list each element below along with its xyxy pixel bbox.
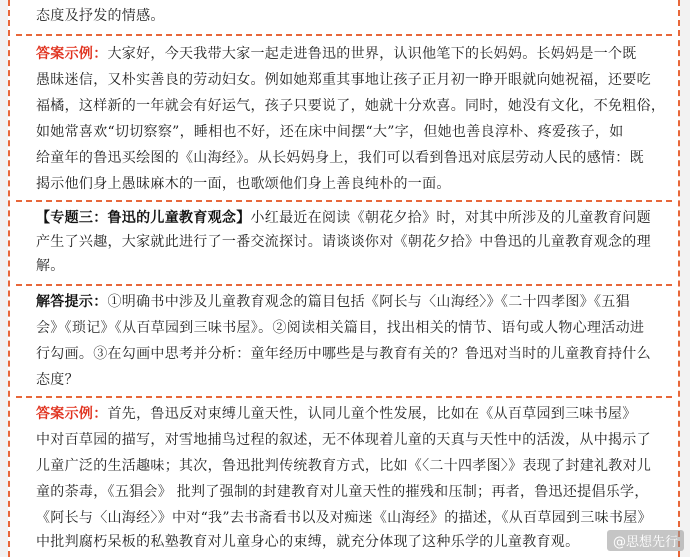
hint-line-4: 态度？ — [36, 372, 79, 388]
hint-line-2: 会》《琐记》《从百草园到三味书屋》。②阅读相关篇目，找出相关的情节、语句或人物心理活动进 — [36, 320, 645, 336]
watermark: @思想先行 — [607, 530, 684, 551]
section-divider — [16, 34, 672, 36]
example1-line-4: 如她常喜欢“切切察察”，睡相也不好，还在床中间摆“大”字，但她也善良淳朴、疼爱孩子，如 — [36, 124, 624, 140]
example2-line-1: 答案示例：首先，鲁迅反对束缚儿童天性，认同儿童个性发展，比如在《从百草园到三味书屋》 — [36, 406, 637, 422]
example2-line-2: 中对百草园的描写，对雪地捕鸟过程的叙述，无不体现着儿童的天真与天性中的活泼，从中揭示了 — [36, 432, 651, 448]
hint-line-1: 解答提示：①明确书中涉及儿童教育观念的篇目包括《阿长与〈山海经〉》《二十四孝图》《五猖 — [36, 294, 630, 310]
topic-line-3: 解。 — [36, 258, 65, 274]
section-divider — [16, 200, 672, 202]
answer-label: 答案示例： — [36, 406, 108, 422]
example1-line-3: 福橘，这样新的一年就会有好运气，孩子只要说了，她就十分欢喜。同时，她没有文化，不免粗俗， — [36, 98, 666, 114]
example1-line-5: 给童年的鲁迅买绘图的《山海经》。从长妈妈身上，我们可以看到鲁迅对底层劳动人民的感情：既 — [36, 150, 644, 166]
topic-line-2: 产生了兴趣，大家就此进行了一番交流探讨。请谈谈你对《朝花夕拾》中鲁迅的儿童教育观念的理 — [36, 234, 651, 250]
section-divider — [16, 284, 672, 286]
example2-line-6: 中批判腐朽呆板的私塾教育对儿童身心的束缚，就充分体现了这种乐学的儿童教育观。 — [36, 534, 580, 550]
topic-line-1: 【专题三：鲁迅的儿童教育观念】小红最近在阅读《朝花夕拾》时，对其中所涉及的儿童教育问题 — [36, 210, 651, 226]
section-divider — [16, 396, 672, 398]
example1-line-1: 答案示例：大家好，今天我带大家一起走进鲁迅的世界，认识他笔下的长妈妈。长妈妈是一个既 — [36, 46, 637, 62]
answer-label: 答案示例： — [36, 46, 108, 62]
hint-line-3: 行勾画。③在勾画中思考并分析：童年经历中哪些是与教育有关的？鲁迅对当时的儿童教育持什么 — [36, 346, 651, 362]
top-line: 态度及抒发的情感。 — [36, 8, 165, 24]
hint-label: 解答提示： — [36, 294, 108, 310]
topic-label: 【专题三：鲁迅的儿童教育观念】 — [36, 210, 251, 226]
example1-line-2: 愚昧迷信，又朴实善良的劳动妇女。例如她郑重其事地让孩子正月初一睁开眼就向她祝福，还要吃 — [36, 72, 651, 88]
example2-line-3: 儿童广泛的生活趣味；其次，鲁迅批判传统教育方式，比如《〈二十四孝图〉》表现了封建礼教对儿 — [36, 458, 652, 474]
example1-line-6: 揭示他们身上愚昧麻木的一面，也歌颂他们身上善良纯朴的一面。 — [36, 176, 451, 192]
example2-line-5: 《阿长与〈山海经〉》中对“我”去书斋看书以及对痴迷《山海经》的描述，《从百草园到三味书屋》 — [36, 510, 652, 526]
example2-line-4: 童的荼毒，《五猖会》 批判了强制的封建教育对儿童天性的摧残和压制；再者，鲁迅还提倡乐学， — [36, 484, 649, 500]
document-page — [8, 0, 680, 557]
